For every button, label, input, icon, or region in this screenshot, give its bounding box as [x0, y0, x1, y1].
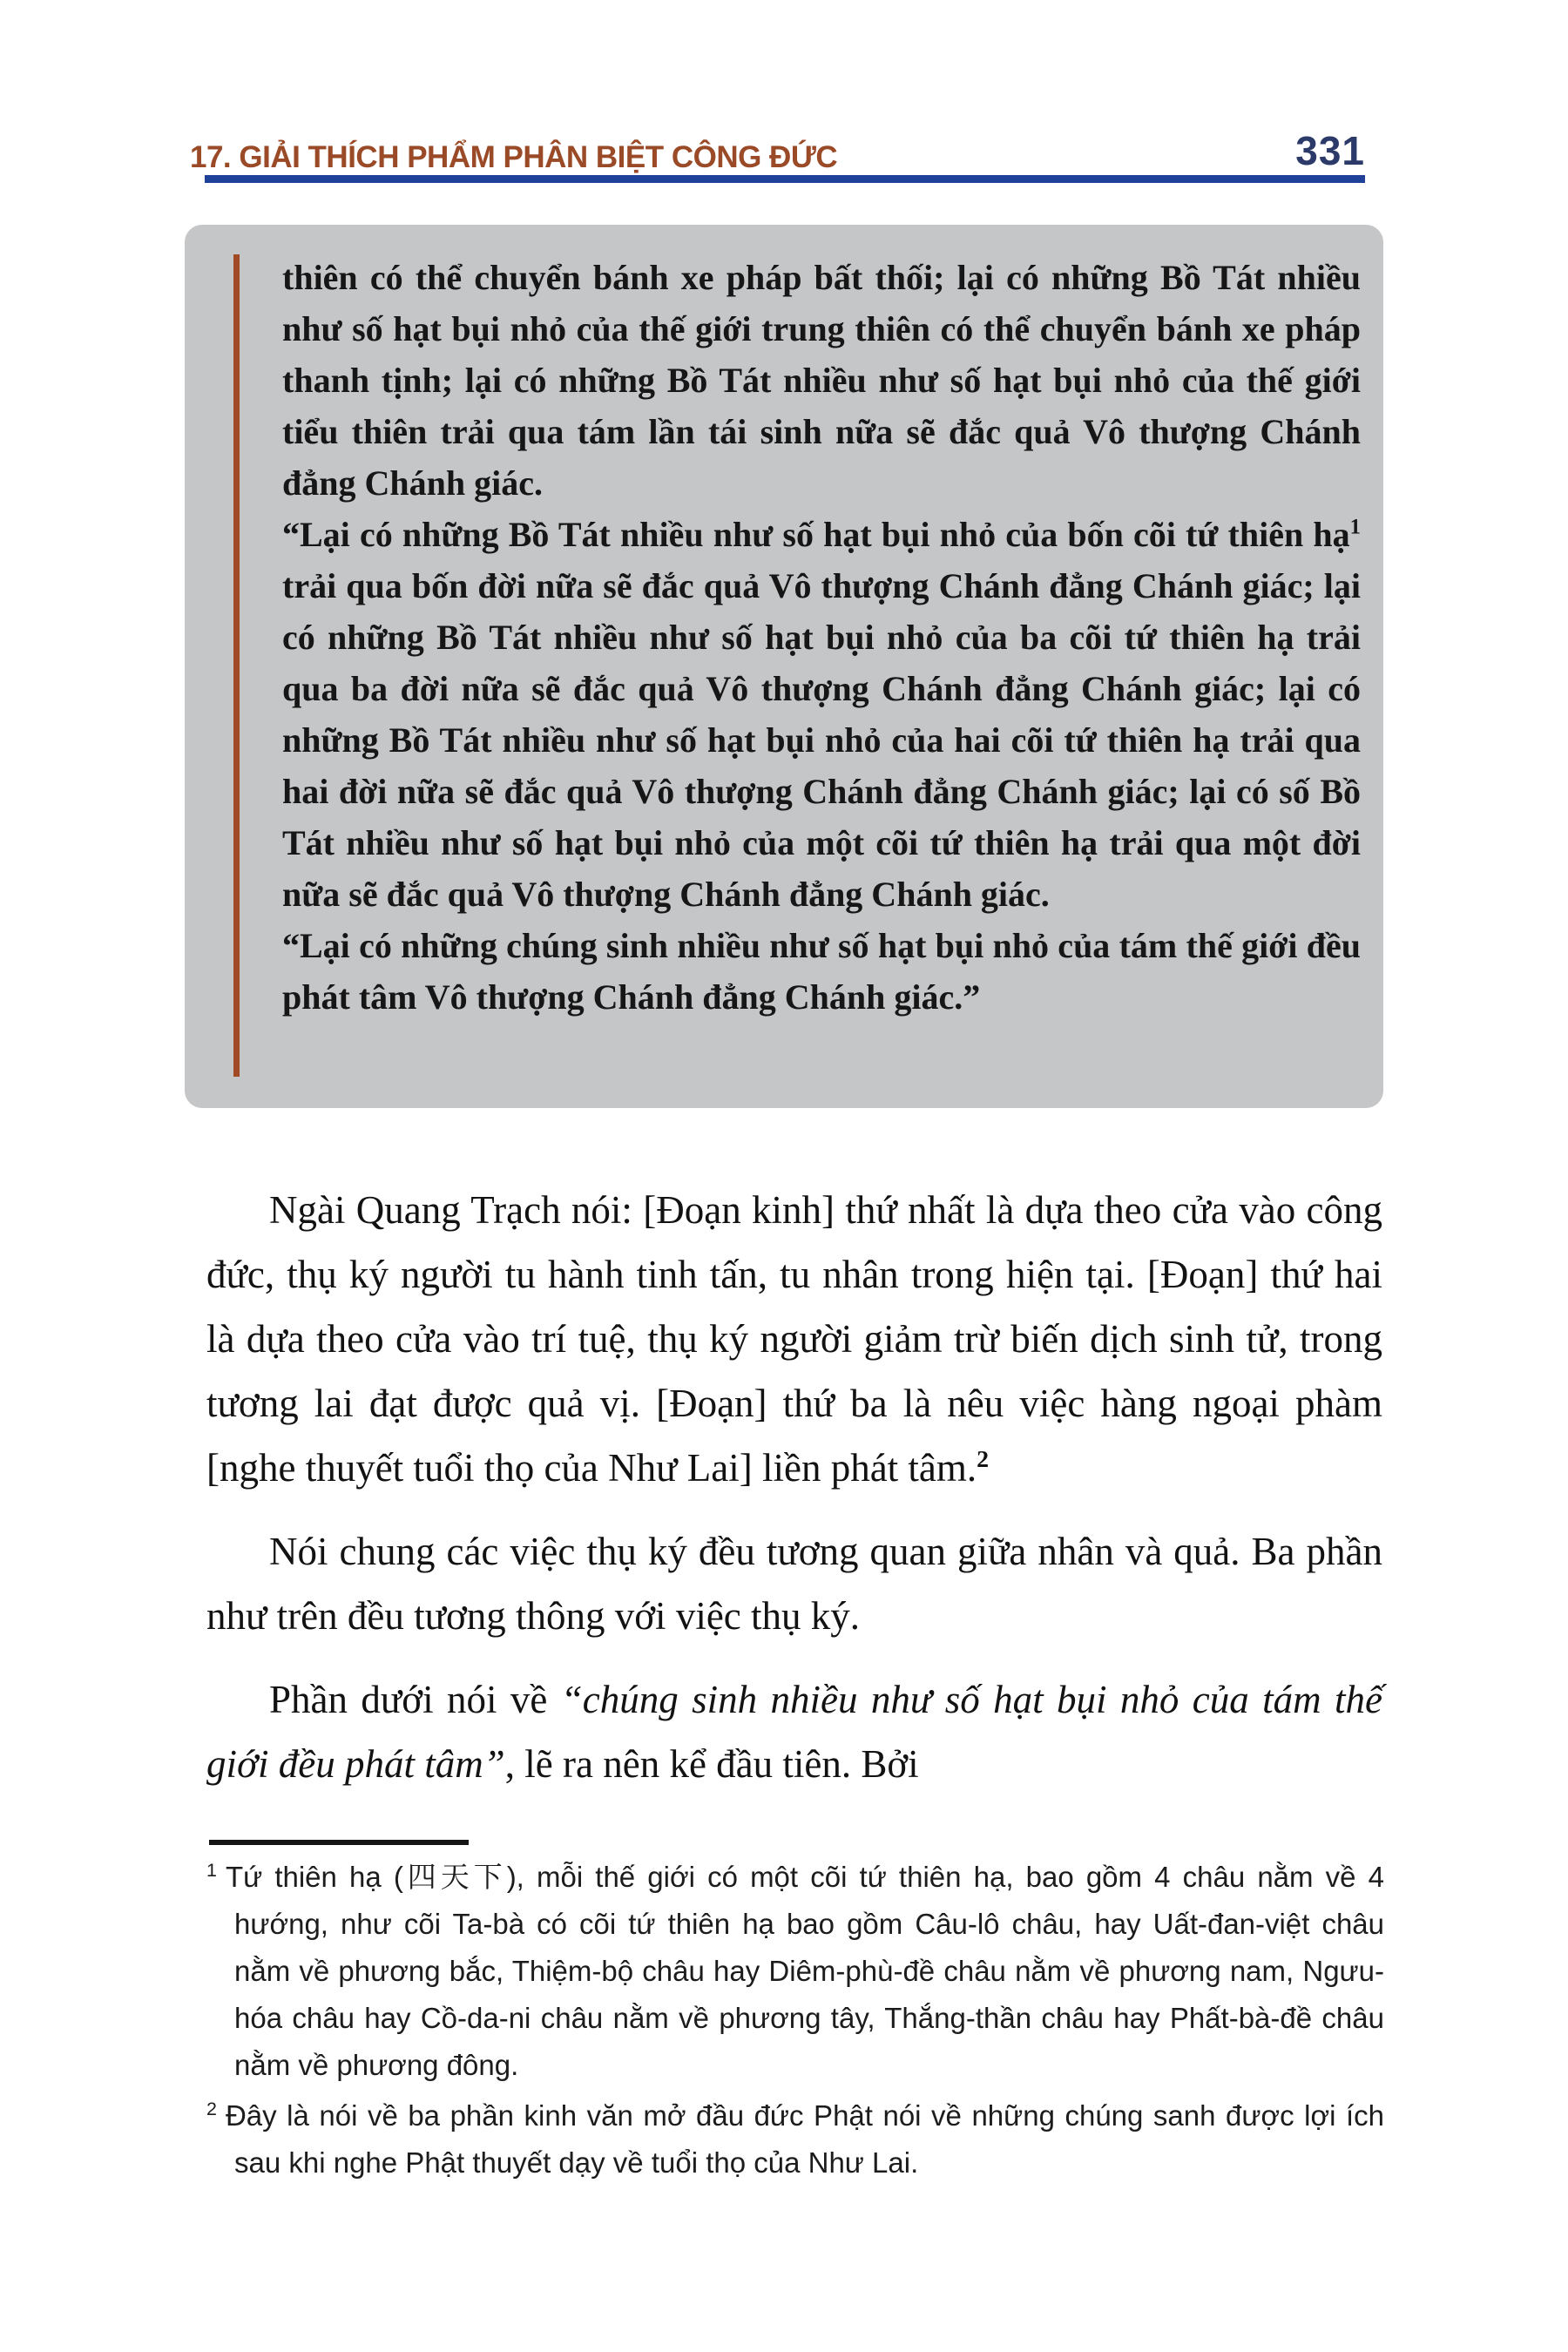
footnotes	[206, 1854, 1384, 2190]
footnote-ref-1: 1	[1349, 515, 1361, 539]
footnote-marker: 2	[206, 2099, 217, 2119]
quote-paragraph	[282, 252, 1361, 509]
commentary-text	[206, 1178, 1382, 1815]
quote-paragraph	[282, 920, 1361, 1023]
body-paragraph-text: Nói chung các việc thụ ký đều tương quan giữa nhân và quả. Ba phần như trên đều tương thông với việc thụ ký.	[206, 1530, 1382, 1638]
body-paragraph	[206, 1178, 1382, 1500]
quote-text	[282, 252, 1361, 1023]
chapter-title: 17. GIẢI THÍCH PHẨM PHÂN BIỆT CÔNG ĐỨC	[190, 140, 838, 174]
footnote-ref-2: 2	[977, 1446, 990, 1473]
body-paragraph-text: Ngài Quang Trạch nói: [Đoạn kinh] thứ nhất là dựa theo cửa vào công đức, thụ ký người tu hành tinh tấn, tu nhân trong hiện tại. [Đoạn] thứ hai là dựa theo cửa vào trí tuệ, thụ ký người giảm trừ biến dịch sinh tử, trong tương lai đạt được quả vị. [Đoạn] thứ ba là nêu việc hàng ngoại phàm [nghe thuyết tuổi thọ của Như Lai] liền phát tâm.	[206, 1188, 1382, 1490]
footnote-separator	[209, 1840, 469, 1845]
quote-paragraph-text: thiên có thể chuyển bánh xe pháp bất thối; lại có những Bồ Tát nhiều như số hạt bụi nhỏ của thế giới trung thiên có thể chuyển bánh xe pháp thanh tịnh; lại có những Bồ Tát nhiều như số hạt bụi nhỏ của thế giới tiểu thiên trải qua tám lần tái sinh nữa sẽ đắc quả Vô thượng Chánh đẳng Chánh giác.	[282, 258, 1361, 503]
body-paragraph-quoted-italic: “chúng sinh nhiều như số hạt bụi nhỏ của tám thế giới đều phát tâm”	[206, 1678, 1382, 1786]
body-paragraph-text: Phần dưới nói về	[269, 1678, 561, 1721]
quote-paragraph	[282, 509, 1361, 920]
quote-paragraph-text: trải qua bốn đời nữa sẽ đắc quả Vô thượng Chánh đẳng Chánh giác; lại có những Bồ Tát nhiều như số hạt bụi nhỏ của ba cõi tứ thiên hạ trải qua ba đời nữa sẽ đắc quả Vô thượng Chánh đẳng Chánh giác; lại có những Bồ Tát nhiều như số hạt bụi nhỏ của hai cõi tứ thiên hạ trải qua hai đời nữa sẽ đắc quả Vô thượng Chánh đẳng Chánh giác; lại có số Bồ Tát nhiều như số hạt bụi nhỏ của một cõi tứ thiên hạ trải qua một đời nữa sẽ đắc quả Vô thượng Chánh đẳng Chánh giác.	[282, 566, 1361, 914]
footnote-marker: 1	[206, 1860, 217, 1881]
body-paragraph	[206, 1519, 1382, 1648]
header-rule	[205, 175, 1365, 183]
footnote-text: Tứ thiên hạ (四天下), mỗi thế giới có một cõi tứ thiên hạ, bao gồm 4 châu nằm về 4 hướng, như cõi Ta-bà có cõi tứ thiên hạ bao gồm Câu-lô châu, hay Uất-đan-việt châu nằm về phương bắc, Thiệm-bộ châu hay Diêm-phù-đề châu nằm về phương nam, Ngưu-hóa châu hay Cồ-da-ni châu nằm về phương tây, Thắng-thần châu hay Phất-bà-đề châu nằm về phương đông.	[225, 1861, 1384, 2081]
footnote-item	[206, 2092, 1384, 2186]
body-paragraph	[206, 1667, 1382, 1796]
quote-paragraph-text: “Lại có những chúng sinh nhiều như số hạt bụi nhỏ của tám thế giới đều phát tâm Vô thượng Chánh đẳng Chánh giác.”	[282, 926, 1361, 1017]
quote-accent-bar	[233, 254, 240, 1077]
sutra-quote-block	[185, 225, 1383, 1108]
footnote-item	[206, 1854, 1384, 2089]
body-paragraph-text: , lẽ ra nên kể đầu tiên. Bởi	[504, 1742, 919, 1786]
page-number: 331	[1295, 128, 1365, 173]
footnote-text: Đây là nói về ba phần kinh văn mở đầu đức Phật nói về những chúng sanh được lợi ích sau khi nghe Phật thuyết dạy về tuổi thọ của Như Lai.	[225, 2099, 1384, 2179]
quote-paragraph-text: “Lại có những Bồ Tát nhiều như số hạt bụi nhỏ của bốn cõi tứ thiên hạ	[282, 515, 1350, 554]
